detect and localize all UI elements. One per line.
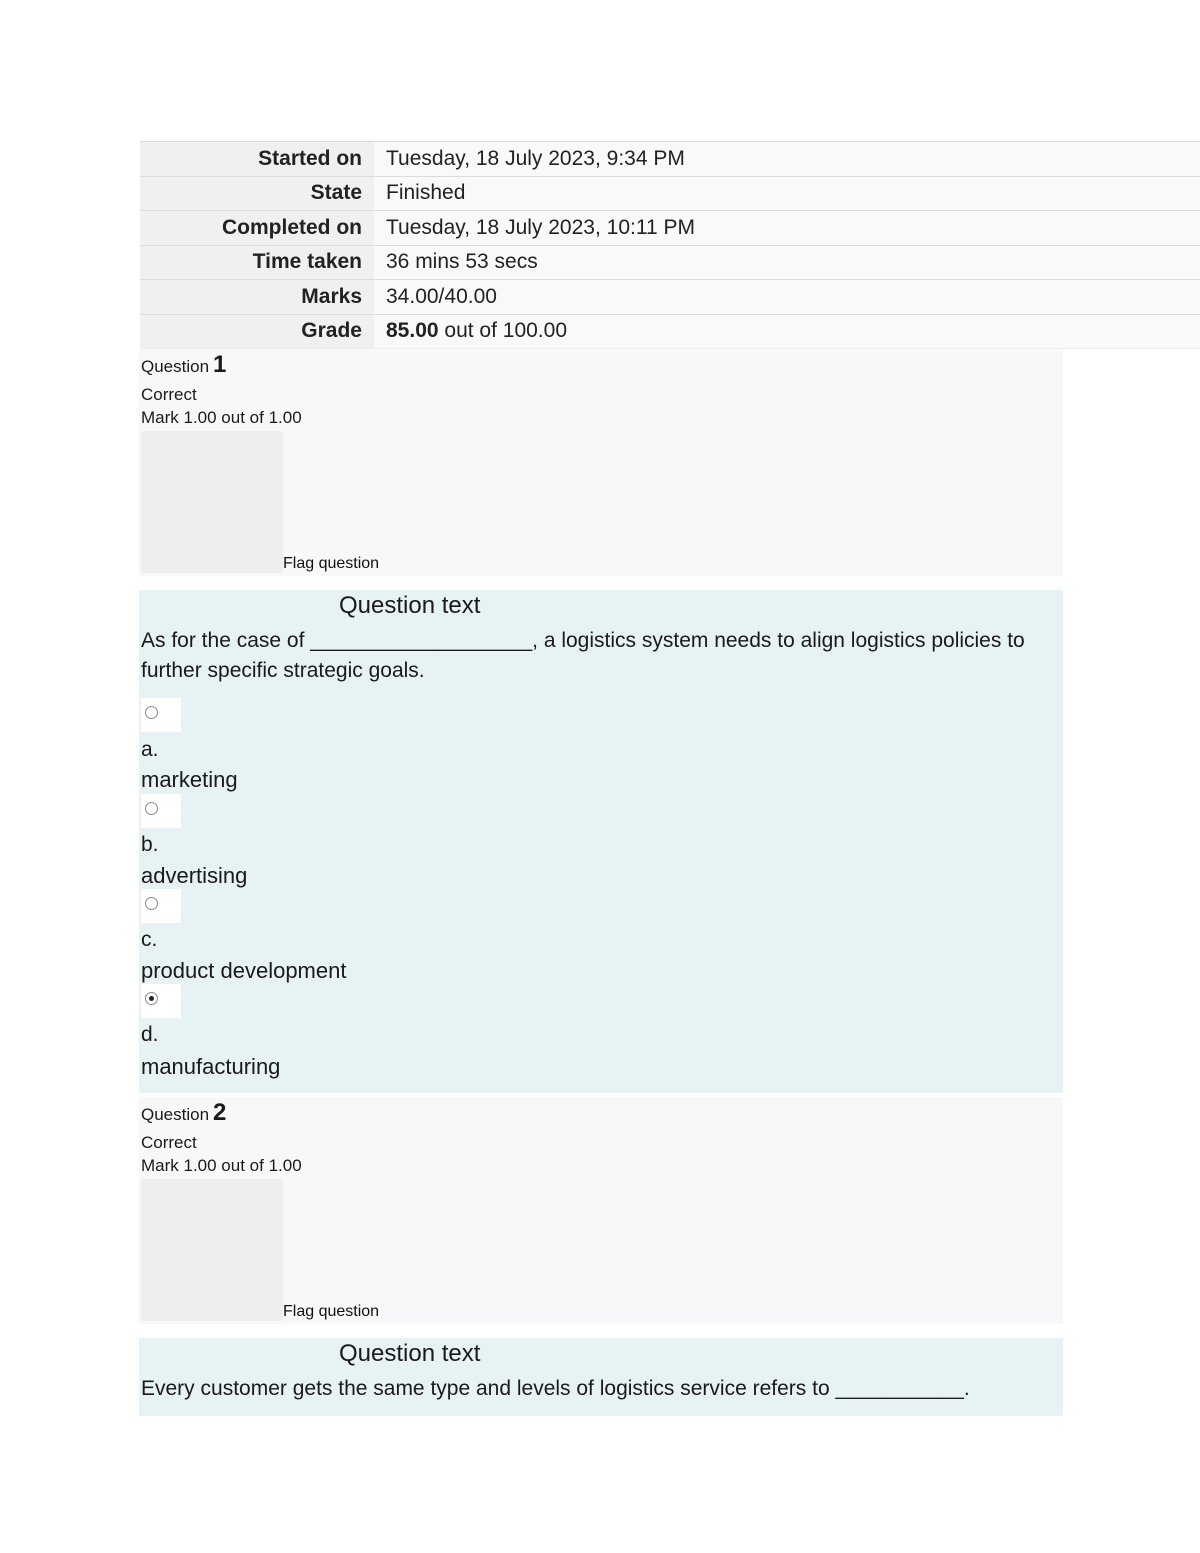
summary-label: Time taken	[140, 245, 374, 280]
option-letter: a.	[141, 738, 159, 761]
summary-row-grade	[140, 314, 1200, 349]
flag-icon[interactable]	[141, 1179, 283, 1321]
question-state: Correct	[141, 1133, 197, 1152]
attempt-summary-table	[140, 141, 1200, 349]
radio-unchecked-icon[interactable]	[145, 706, 158, 719]
option-a-radio-wrap[interactable]	[141, 698, 181, 732]
question-title	[141, 1099, 226, 1127]
question-text: Every customer gets the same type and levels of logistics service refers to ___________.	[141, 1377, 970, 1400]
flag-question-link[interactable]: Flag question	[283, 1303, 380, 1320]
question-grade: Mark 1.00 out of 1.00	[141, 1156, 302, 1175]
summary-label: State	[140, 176, 374, 211]
question-1-content	[139, 590, 1063, 1093]
summary-label: Completed on	[140, 211, 374, 246]
question-number: 1	[213, 351, 227, 378]
grade-out-of: out of 100.00	[438, 319, 568, 343]
question-1-info	[139, 349, 1063, 576]
question-2-info	[139, 1097, 1063, 1324]
option-text: marketing	[141, 767, 238, 792]
option-letter: b.	[141, 833, 159, 856]
question-text: As for the case of ___________________, a logistics system needs to align logistics policies to further specific strategic goals.	[141, 629, 1025, 682]
summary-label: Started on	[140, 142, 374, 177]
summary-value	[374, 314, 1200, 349]
question-state: Correct	[141, 385, 197, 404]
summary-row-time-taken	[140, 245, 1200, 280]
question-text-heading: Question text	[339, 1340, 481, 1367]
radio-checked-icon[interactable]	[145, 992, 158, 1005]
option-letter: c.	[141, 928, 158, 951]
question-grade: Mark 1.00 out of 1.00	[141, 408, 302, 427]
summary-value: 34.00/40.00	[374, 280, 1200, 315]
question-number: 2	[213, 1099, 227, 1126]
option-text: advertising	[141, 863, 248, 888]
summary-value: Finished	[374, 176, 1200, 211]
option-d-radio-wrap[interactable]	[141, 984, 181, 1018]
question-text-heading: Question text	[339, 592, 481, 619]
summary-row-state	[140, 176, 1200, 211]
option-text: product development	[141, 958, 347, 983]
summary-label: Marks	[140, 280, 374, 315]
summary-value: 36 mins 53 secs	[374, 245, 1200, 280]
option-text: manufacturing	[141, 1054, 281, 1079]
question-label: Question	[141, 1105, 210, 1124]
flag-icon[interactable]	[141, 431, 283, 573]
summary-row-completed	[140, 211, 1200, 246]
radio-unchecked-icon[interactable]	[145, 897, 158, 910]
summary-row-marks	[140, 280, 1200, 315]
grade-score: 85.00	[386, 319, 439, 343]
question-2-content	[139, 1338, 1063, 1416]
question-label: Question	[141, 357, 210, 376]
flag-question-link[interactable]: Flag question	[283, 555, 380, 572]
option-b-radio-wrap[interactable]	[141, 794, 181, 828]
option-c-radio-wrap[interactable]	[141, 889, 181, 923]
question-title	[141, 351, 226, 379]
summary-value: Tuesday, 18 July 2023, 9:34 PM	[374, 142, 1200, 177]
option-letter: d.	[141, 1023, 159, 1046]
summary-label: Grade	[140, 314, 374, 349]
summary-value: Tuesday, 18 July 2023, 10:11 PM	[374, 211, 1200, 246]
radio-unchecked-icon[interactable]	[145, 802, 158, 815]
summary-row-started	[140, 142, 1200, 177]
